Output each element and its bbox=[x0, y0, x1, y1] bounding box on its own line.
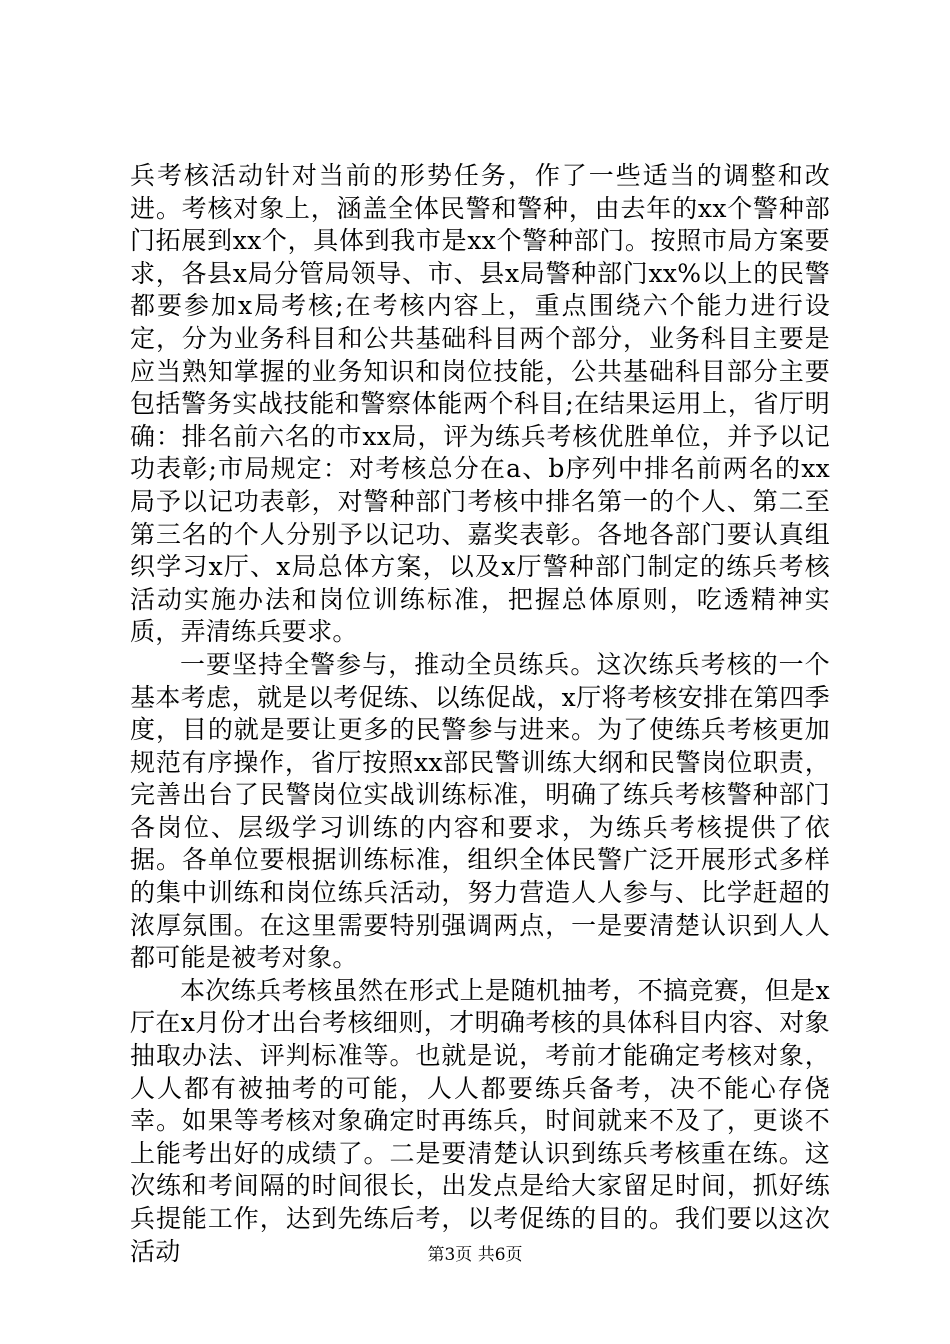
document-body bbox=[130, 160, 830, 1268]
paragraph-full-participation: 一要坚持全警参与，推动全员练兵。这次练兵考核的一个基本考虑，就是以考促练、以练促战，x厅将考核安排在第四季度，目的就是要让更多的民警参与进来。为了使练兵考核更加规范有序操作，省厅按照xx部民警训练大纲和民警岗位职责，完善出台了民警岗位实战训练标准，明确了练兵考核警种部门各岗位、层级学习训练的内容和要求，为练兵考核提供了依据。各单位要根据训练标准，组织全体民警广泛开展形式多样的集中训练和岗位练兵活动，努力营造人人参与、比学赶超的浓厚氛围。在这里需要特别强调两点，一是要清楚认识到人人都可能是被考对象。 bbox=[130, 649, 830, 973]
page-number-footer: 第3页 共6页 bbox=[427, 1245, 523, 1265]
paragraph-random-assessment: 本次练兵考核虽然在形式上是随机抽考，不搞竞赛，但是x厅在x月份才出台考核细则，才明确考核的具体科目内容、对象抽取办法、评判标准等。也就是说，考前才能确定考核对象，人人都有被抽考的可能，人人都要练兵备考，决不能心存侥幸。如果等考核对象确定时再练兵，时间就来不及了，更谈不上能考出好的成绩了。二是要清楚认识到练兵考核重在练。这次练和考间隔的时间很长，出发点是给大家留足时间，抓好练兵提能工作，达到先练后考，以考促练的目的。我们要以这次活动 bbox=[130, 975, 830, 1266]
paragraph-continuation: 兵考核活动针对当前的形势任务，作了一些适当的调整和改进。考核对象上，涵盖全体民警和警种，由去年的xx个警种部门拓展到xx个，具体到我市是xx个警种部门。按照市局方案要求，各县x局分管局领导、市、县x局警种部门xx%以上的民警都要参加x局考核;在考核内容上，重点围绕六个能力进行设定，分为业务科目和公共基础科目两个部分，业务科目主要是应当熟知掌握的业务知识和岗位技能，公共基础科目部分主要包括警务实战技能和警察体能两个科目;在结果运用上，省厅明确：排名前六名的市xx局，评为练兵考核优胜单位，并予以记功表彰;市局规定：对考核总分在a、b序列中排名前两名的xx局予以记功表彰，对警种部门考核中排名第一的个人、第二至第三名的个人分别予以记功、嘉奖表彰。各地各部门要认真组织学习x厅、x局总体方案，以及x厅警种部门制定的练兵考核活动实施办法和岗位训练标准，把握总体原则，吃透精神实质，弄清练兵要求。 bbox=[130, 161, 830, 647]
